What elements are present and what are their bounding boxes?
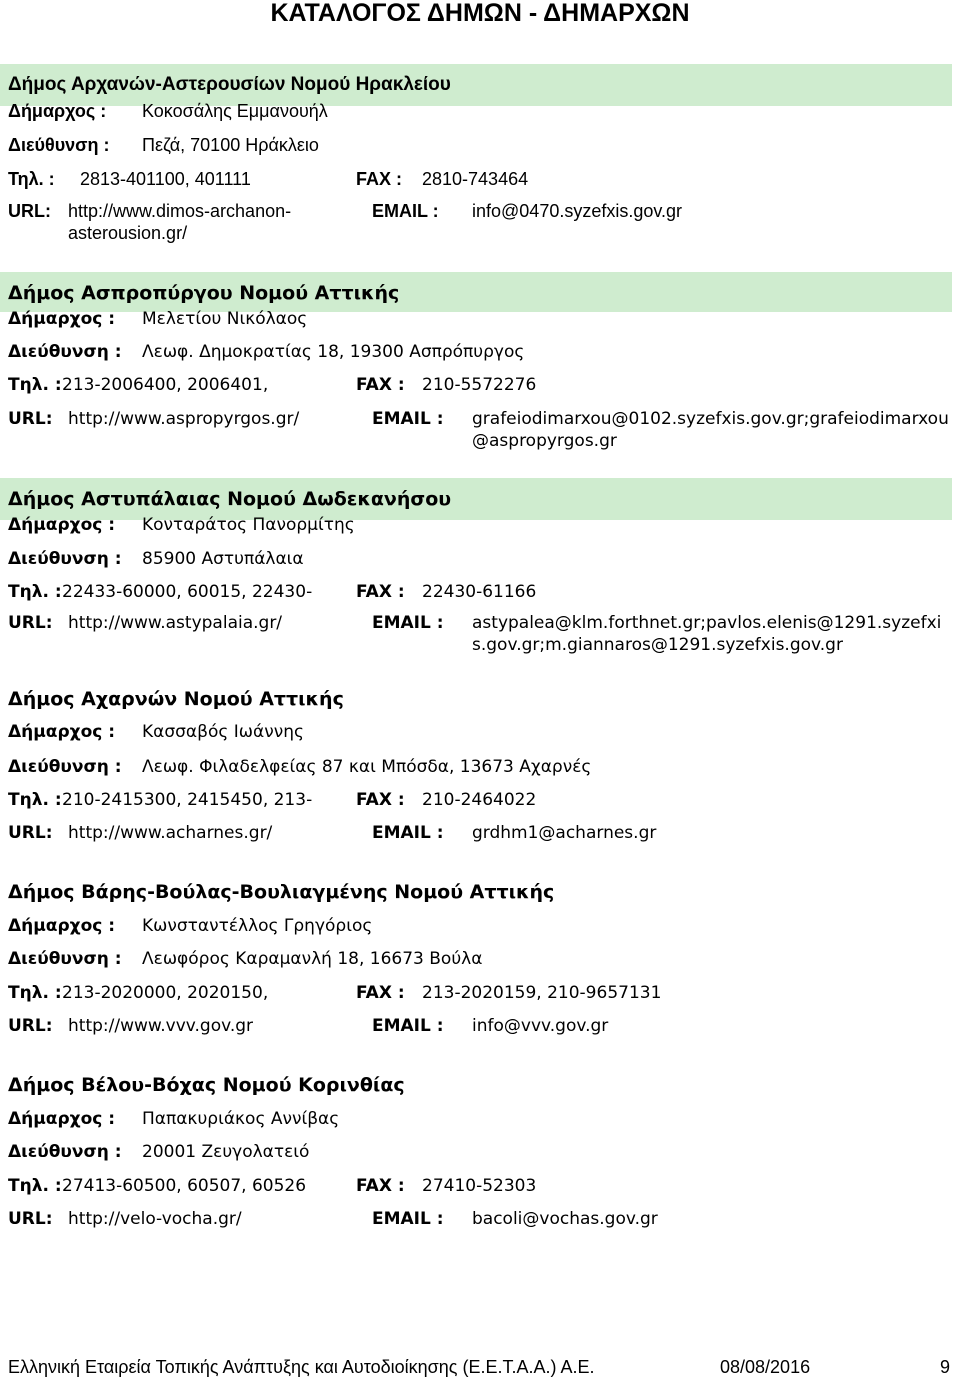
- page-number: 9: [940, 1357, 951, 1377]
- url-link[interactable]: http://www.vvv.gov.gr: [68, 1016, 254, 1036]
- municipality-name: Δήμος Αχαρνών Νομού Αττικής: [8, 688, 344, 710]
- email-label: EMAIL :: [372, 201, 439, 221]
- url-link[interactable]: http://www.acharnes.gr/: [68, 823, 273, 843]
- municipality-name: Δήμος Αστυπάλαιας Νομού Δωδεκανήσου: [8, 488, 452, 510]
- email-label: EMAIL :: [372, 409, 444, 429]
- url-label: URL:: [8, 409, 53, 429]
- tel-label: Τηλ. :: [8, 375, 62, 395]
- email-label: EMAIL :: [372, 613, 444, 633]
- address-label: Διεύθυνση :: [8, 135, 110, 155]
- footer-date: 08/08/2016: [720, 1357, 811, 1377]
- address-value: Λεωφ. Δημοκρατίας 18, 19300 Ασπρόπυργος: [142, 342, 525, 362]
- page-title: ΚΑΤΑΛΟΓΟΣ ΔΗΜΩΝ - ΔΗΜΑΡΧΩΝ: [270, 0, 690, 27]
- tel-label: Τηλ. :: [8, 1176, 62, 1196]
- tel-label: Τηλ. :: [8, 582, 62, 602]
- fax-label: FAX :: [356, 582, 405, 602]
- address-label: Διεύθυνση :: [8, 757, 122, 777]
- email-link[interactable]: info@vvv.gov.gr: [472, 1016, 609, 1036]
- municipality-name: Δήμος Ασπροπύργου Νομού Αττικής: [8, 282, 400, 304]
- url-label: URL:: [8, 1016, 53, 1036]
- fax-label: FAX :: [356, 1176, 405, 1196]
- fax-label: FAX :: [356, 790, 405, 810]
- mayor-name: Κωνσταντέλλος Γρηγόριος: [142, 916, 373, 936]
- fax-value: 210-2464022: [422, 790, 537, 810]
- mayor-name: Μελετίου Νικόλαος: [142, 309, 308, 329]
- address-label: Διεύθυνση :: [8, 949, 122, 969]
- mayor-label: Δήμαρχος :: [8, 722, 116, 742]
- email-label: EMAIL :: [372, 1209, 444, 1229]
- address-value: Πεζά, 70100 Ηράκλειο: [142, 135, 319, 155]
- page-footer: [0, 1357, 960, 1381]
- email-link[interactable]: grdhm1@acharnes.gr: [472, 823, 657, 843]
- tel-label: Τηλ. :: [8, 983, 62, 1003]
- mayor-name: Κασσαβός Ιωάννης: [142, 722, 304, 742]
- fax-value: 213-2020159, 210-9657131: [422, 983, 662, 1003]
- fax-label: FAX :: [356, 983, 405, 1003]
- email-link[interactable]: grafeiodimarxou@0102.syzefxis.gov.gr;grafeiodimarxou@aspropyrgos.gr: [472, 409, 949, 451]
- fax-value: 2810-743464: [422, 169, 529, 189]
- municipality-name: Δήμος Βέλου-Βόχας Νομού Κορινθίας: [8, 1074, 405, 1096]
- email-label: EMAIL :: [372, 1016, 444, 1036]
- tel-value: 2813-401100, 401111: [80, 169, 251, 189]
- url-link[interactable]: http://www.astypalaia.gr/: [68, 613, 283, 633]
- fax-label: FAX :: [356, 169, 403, 189]
- tel-value: 27413-60500, 60507, 60526: [62, 1176, 307, 1196]
- fax-value: 210-5572276: [422, 375, 537, 395]
- email-label: EMAIL :: [372, 823, 444, 843]
- email-link[interactable]: bacoli@vochas.gov.gr: [472, 1209, 658, 1229]
- tel-value: 213-2020000, 2020150,: [62, 983, 269, 1003]
- mayor-label: Δήμαρχος :: [8, 916, 116, 936]
- fax-label: FAX :: [356, 375, 405, 395]
- url-link[interactable]: http://velo-vocha.gr/: [68, 1209, 242, 1229]
- mayor-name: Κονταράτος Πανορμίτης: [142, 515, 355, 535]
- tel-value: 22433-60000, 60015, 22430-: [62, 582, 313, 602]
- url-label: URL:: [8, 823, 53, 843]
- address-value: 85900 Αστυπάλαια: [142, 549, 304, 569]
- address-value: Λεωφόρος Καραμανλή 18, 16673 Βούλα: [142, 949, 483, 969]
- municipality-name: Δήμος Βάρης-Βούλας-Βουλιαγμένης Νομού Αττικής: [8, 881, 555, 903]
- url-link[interactable]: http://www.dimos-archanon-asterousion.gr/: [68, 201, 292, 243]
- url-link[interactable]: http://www.aspropyrgos.gr/: [68, 409, 300, 429]
- fax-value: 27410-52303: [422, 1176, 537, 1196]
- mayor-label: Δήμαρχος :: [8, 309, 116, 329]
- fax-value: 22430-61166: [422, 582, 537, 602]
- email-link[interactable]: info@0470.syzefxis.gov.gr: [472, 201, 683, 221]
- address-label: Διεύθυνση :: [8, 1142, 122, 1162]
- tel-value: 213-2006400, 2006401,: [62, 375, 269, 395]
- url-label: URL:: [8, 613, 53, 633]
- address-label: Διεύθυνση :: [8, 342, 122, 362]
- mayor-name: Παπακυριάκος Αννίβας: [142, 1109, 340, 1129]
- email-link[interactable]: astypalea@klm.forthnet.gr;pavlos.elenis@1291.syzefxis.gov.gr;m.giannaros@1291.syzefxis.gov.gr: [472, 613, 942, 655]
- url-label: URL:: [8, 201, 51, 221]
- mayor-name: Κοκοσάλης Εμμανουήλ: [142, 101, 328, 121]
- mayor-label: Δήμαρχος :: [8, 101, 107, 121]
- address-value: 20001 Ζευγολατειό: [142, 1142, 310, 1162]
- mayor-label: Δήμαρχος :: [8, 515, 116, 535]
- tel-label: Τηλ. :: [8, 790, 62, 810]
- municipality-name: Δήμος Αρχανών-Αστερουσίων Νομού Ηρακλείου: [8, 74, 451, 95]
- address-value: Λεωφ. Φιλαδελφείας 87 και Μπόσδα, 13673 Αχαρνές: [142, 757, 592, 777]
- tel-value: 210-2415300, 2415450, 213-: [62, 790, 313, 810]
- address-label: Διεύθυνση :: [8, 549, 122, 569]
- tel-label: Τηλ. :: [8, 169, 55, 189]
- mayor-label: Δήμαρχος :: [8, 1109, 116, 1129]
- url-label: URL:: [8, 1209, 53, 1229]
- footer-organization: Ελληνική Εταιρεία Τοπικής Ανάπτυξης και Αυτοδιοίκησης (Ε.Ε.Τ.Α.Α.) Α.Ε.: [8, 1357, 595, 1377]
